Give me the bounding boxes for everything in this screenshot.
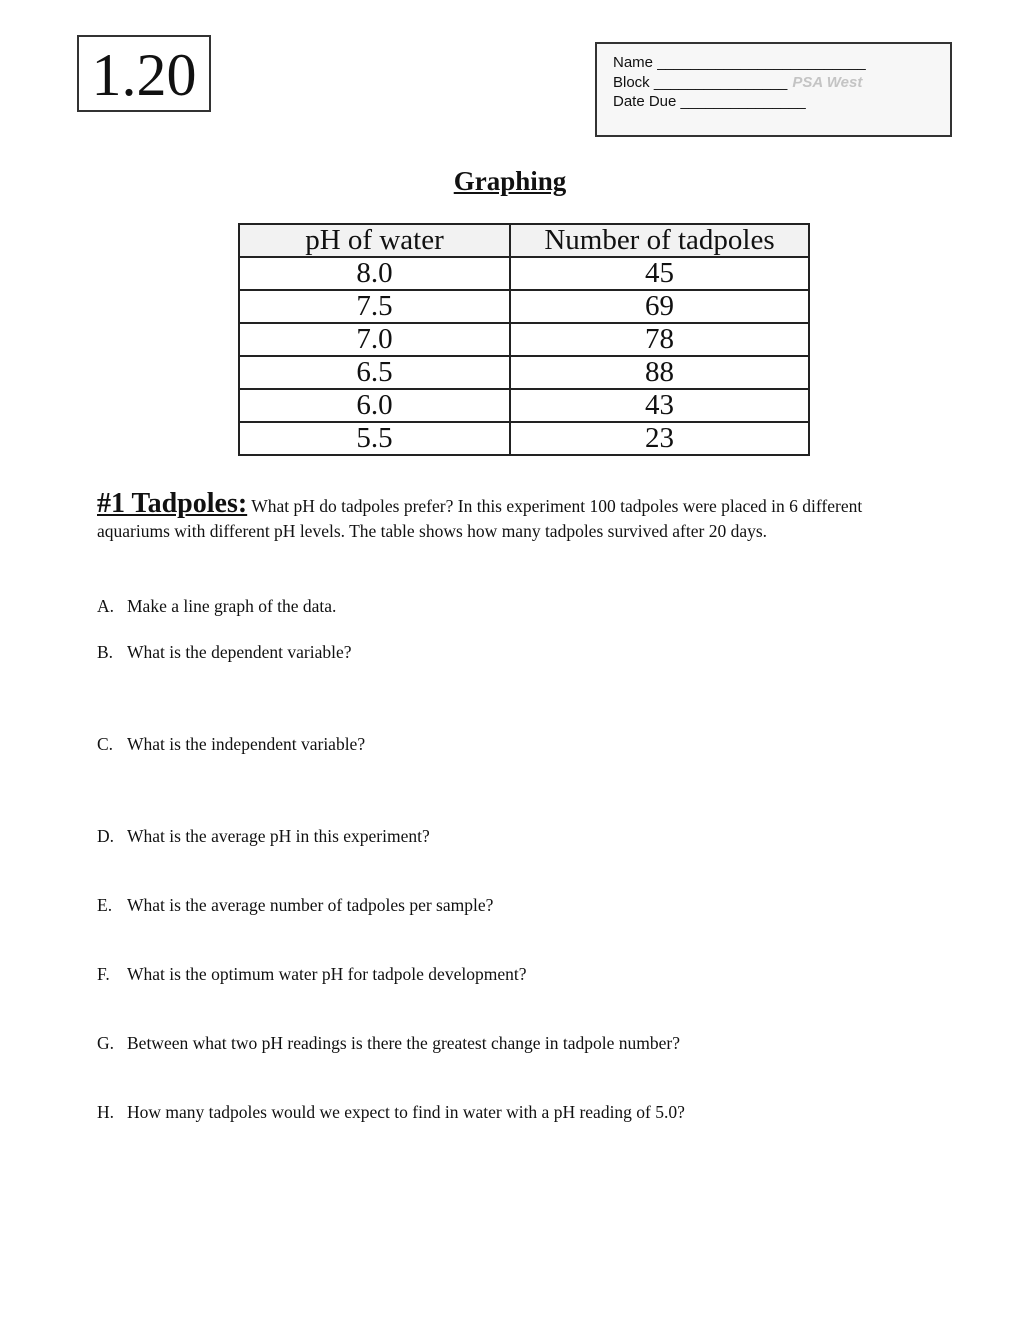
question-f xyxy=(97,964,526,985)
question-letter: D. xyxy=(97,826,115,846)
ph-cell: 8.0 xyxy=(239,257,510,290)
ph-cell: 6.5 xyxy=(239,356,510,389)
problem-description xyxy=(97,488,897,543)
question-letter: A. xyxy=(97,596,115,616)
tadpole-count-cell: 23 xyxy=(510,422,809,455)
tadpole-data-table xyxy=(238,223,810,456)
tadpole-count-cell: 69 xyxy=(510,290,809,323)
question-e xyxy=(97,895,493,916)
column-header-ph: pH of water xyxy=(239,224,510,257)
tadpole-count-cell: 78 xyxy=(510,323,809,356)
question-letter: H. xyxy=(97,1102,115,1122)
date-due-label: Date Due xyxy=(613,93,677,110)
question-text: Between what two pH readings is there the greatest change in tadpole number? xyxy=(127,1033,681,1053)
question-text: Make a line graph of the data. xyxy=(127,596,337,616)
block-line xyxy=(613,73,950,93)
block-label: Block xyxy=(613,73,650,91)
question-letter: E. xyxy=(97,895,113,915)
question-b xyxy=(97,642,351,663)
ph-cell: 7.0 xyxy=(239,323,510,356)
question-letter: F. xyxy=(97,964,110,984)
question-text: What is the average number of tadpoles per sample? xyxy=(127,895,494,915)
tadpole-count-cell: 88 xyxy=(510,356,809,389)
table-row xyxy=(239,422,809,455)
ph-cell: 6.0 xyxy=(239,389,510,422)
question-c xyxy=(97,734,365,755)
problem-text: What pH do tadpoles prefer? In this experiment 100 tadpoles were placed in 6 different aquariums with different pH levels. The table shows how many tadpoles survived after 20 days. xyxy=(97,496,863,541)
problem-heading: #1 Tadpoles: xyxy=(97,488,248,519)
question-letter: G. xyxy=(97,1033,115,1053)
student-info-box xyxy=(595,42,952,137)
question-text: What is the average pH in this experiment? xyxy=(127,826,430,846)
block-blank: ________________ xyxy=(653,73,788,91)
table-row xyxy=(239,290,809,323)
question-text: What is the dependent variable? xyxy=(127,642,352,662)
date-due-line xyxy=(613,92,950,112)
question-text: What is the optimum water pH for tadpole development? xyxy=(127,964,527,984)
school-watermark: PSA West xyxy=(792,73,863,91)
question-letter: C. xyxy=(97,734,114,754)
table-row xyxy=(239,323,809,356)
column-header-tadpoles: Number of tadpoles xyxy=(510,224,809,257)
ph-cell: 7.5 xyxy=(239,290,510,323)
lesson-number: 1.20 xyxy=(91,42,197,108)
question-h xyxy=(97,1102,685,1123)
name-line xyxy=(613,53,950,73)
ph-cell: 5.5 xyxy=(239,422,510,455)
page-title: Graphing xyxy=(453,166,567,196)
question-text: What is the independent variable? xyxy=(127,734,366,754)
tadpole-count-cell: 43 xyxy=(510,389,809,422)
name-blank: _________________________ xyxy=(657,54,866,71)
date-due-blank: _______________ xyxy=(680,93,806,110)
question-a xyxy=(97,596,336,617)
table-row xyxy=(239,389,809,422)
table-row xyxy=(239,257,809,290)
question-d xyxy=(97,826,430,847)
table-row xyxy=(239,356,809,389)
lesson-number-box xyxy=(77,35,211,112)
question-text: How many tadpoles would we expect to find in water with a pH reading of 5.0? xyxy=(127,1102,685,1122)
question-letter: B. xyxy=(97,642,114,662)
tadpole-count-cell: 45 xyxy=(510,257,809,290)
name-label: Name xyxy=(613,54,654,71)
question-g xyxy=(97,1033,680,1054)
table-header-row xyxy=(239,224,809,257)
